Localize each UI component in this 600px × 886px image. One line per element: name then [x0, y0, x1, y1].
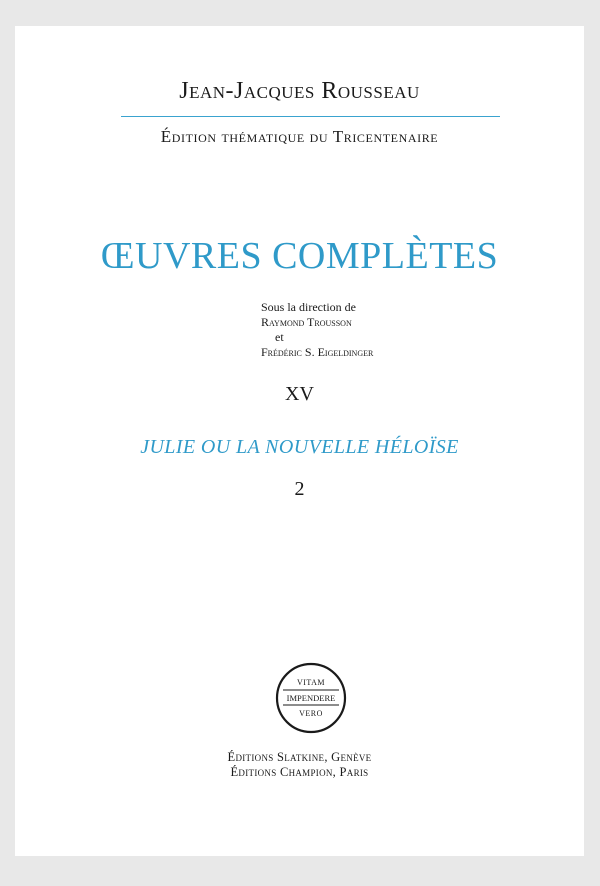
vitam-impendere-vero-seal	[274, 661, 348, 735]
conjunction: et	[275, 330, 284, 344]
author-name: Jean-Jacques Rousseau	[179, 78, 420, 104]
editorial-direction	[261, 300, 373, 360]
book-cover	[15, 26, 584, 856]
seal-word-1: VITAM	[296, 678, 326, 687]
publisher-2: Éditions Champion, Paris	[230, 765, 369, 779]
publisher-1: Éditions Slatkine, Genève	[227, 750, 372, 764]
seal-word-2: IMPENDERE	[286, 693, 336, 703]
editor-1: Raymond Trousson	[261, 315, 352, 329]
direction-label: Sous la direction de	[261, 300, 356, 314]
seal-word-3: VERO	[299, 709, 323, 718]
series-title: Édition thématique du Tricentenaire	[160, 127, 439, 146]
main-title: ŒUVRES COMPLÈTES	[100, 235, 499, 277]
editor-2: Frédéric S. Eigeldinger	[261, 345, 374, 359]
part-number: 2	[294, 478, 305, 500]
publishers	[15, 750, 584, 780]
volume-number: XV	[285, 383, 314, 405]
accent-rule	[121, 116, 500, 117]
work-title: JULIE OU LA NOUVELLE HÉLOÏSE	[140, 436, 459, 458]
